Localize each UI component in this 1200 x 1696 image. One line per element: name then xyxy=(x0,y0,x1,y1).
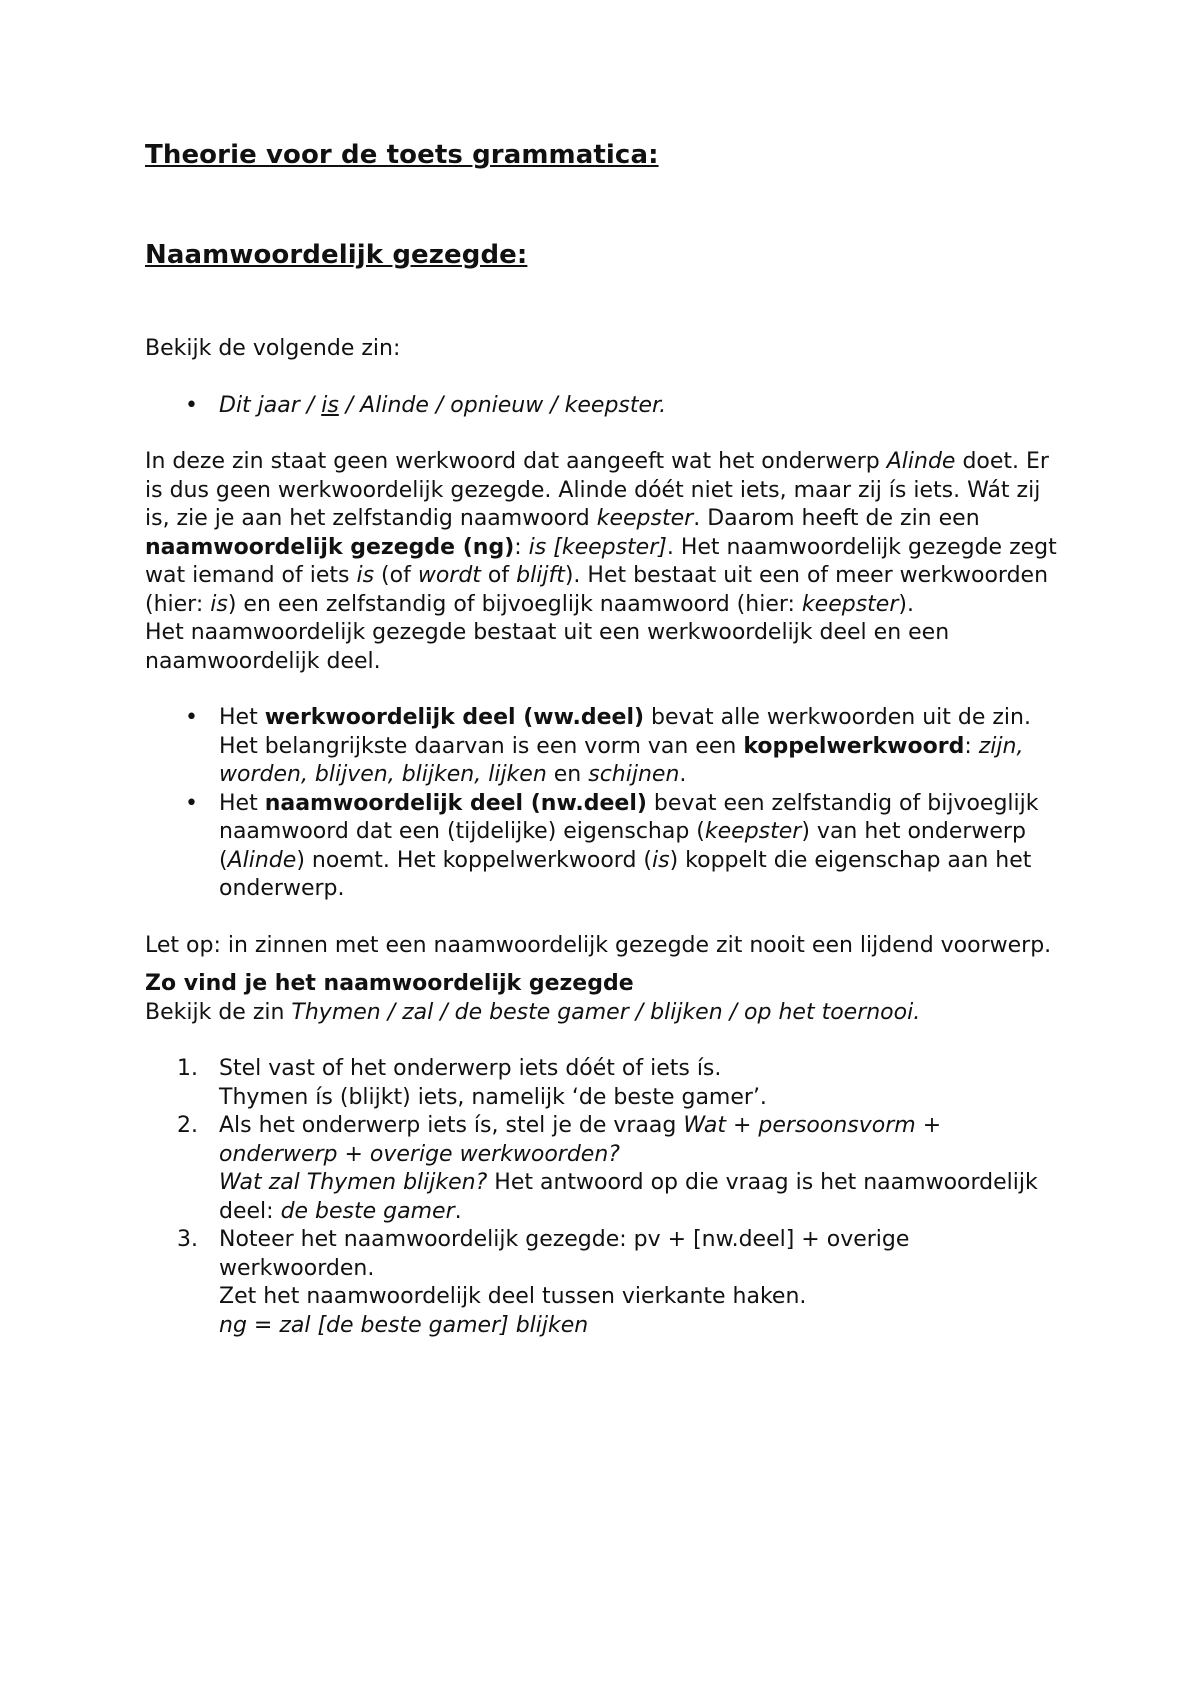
steps-list xyxy=(145,1055,1065,1340)
page-title: Theorie voor de toets grammatica: xyxy=(145,140,659,170)
list-item-nw-deel: • Het naamwoordelijk deel (nw.deel) bevat een zelfstandig of bijvoeglijk naamwoord dat een (tijdelijke) eigenschap (keepster) van het onderwerp (Alinde) noemt. Het koppelwerkwoord (is) koppelt die eigenschap aan het onderwerp. xyxy=(145,790,1065,904)
step-number: 3. xyxy=(177,1227,198,1252)
step-item-3: 3. Noteer het naamwoordelijk gezegde: pv + [nw.deel] + overige werkwoorden. Zet het naamwoordelijk deel tussen vierkante haken. ng = zal [de beste gamer] blijken xyxy=(177,1227,910,1338)
section-title: Naamwoordelijk gezegde: xyxy=(145,240,528,270)
structure-paragraph: Het naamwoordelijk gezegde bestaat uit een werkwoordelijk deel en een naamwoordelijk deel. xyxy=(145,620,950,674)
explanation-paragraph: In deze zin staat geen werkwoord dat aangeeft wat het onderwerp Alinde doet. Er is dus geen werkwoordelijk gezegde. Alinde dóét niet iets, maar zij ís iets. Wát zij is, zie je aan het zelfstandig naamwoord keepster. Daarom heeft de zin een naamwoordelijk gezegde (ng): is [keepster]. Het naamwoordelijk gezegde zegt wat iemand of iets is (of wordt of blijft). Het bestaat uit een of meer werkwoorden (hier: is) en een zelfstandig of bijvoeglijk naamwoord (hier: keepster). xyxy=(145,449,1057,617)
document-body xyxy=(145,335,1065,1340)
list-item-ww-deel: • Het werkwoordelijk deel (ww.deel) bevat alle werkwoorden uit de zin. Het belangrijkste daarvan is een vorm van een koppelwerkwoord: zijn, worden, blijven, blijken, lijken en schijnen. xyxy=(145,704,1065,790)
step-item-2: 2. Als het onderwerp iets ís, stel je de vraag Wat + persoonsvorm + onderwerp + overige werkwoorden? Wat zal Thymen blijken? Het antwoord op die vraag is het naamwoordelijk deel: de beste gamer. xyxy=(177,1113,1038,1224)
section-heading: Zo vind je het naamwoordelijk gezegde xyxy=(145,971,634,996)
example-list xyxy=(145,392,1065,421)
step-number: 1. xyxy=(177,1056,198,1081)
parts-list xyxy=(145,704,1065,904)
note-paragraph: Let op: in zinnen met een naamwoordelijk gezegde zit nooit een lijdend voorwerp. xyxy=(145,932,1052,958)
step-item-1: 1. Stel vast of het onderwerp iets dóét of iets ís. Thymen ís (blijkt) iets, namelijk ‘de beste gamer’. xyxy=(177,1056,767,1110)
intro-text: Bekijk de volgende zin: xyxy=(145,336,401,361)
example-verb: is xyxy=(321,392,339,418)
section-intro: Bekijk de zin Thymen / zal / de beste gamer / blijken / op het toernooi. xyxy=(145,999,921,1025)
step-number: 2. xyxy=(177,1113,198,1138)
example-sentence: • Dit jaar / is / Alinde / opnieuw / keepster. xyxy=(145,392,1065,421)
